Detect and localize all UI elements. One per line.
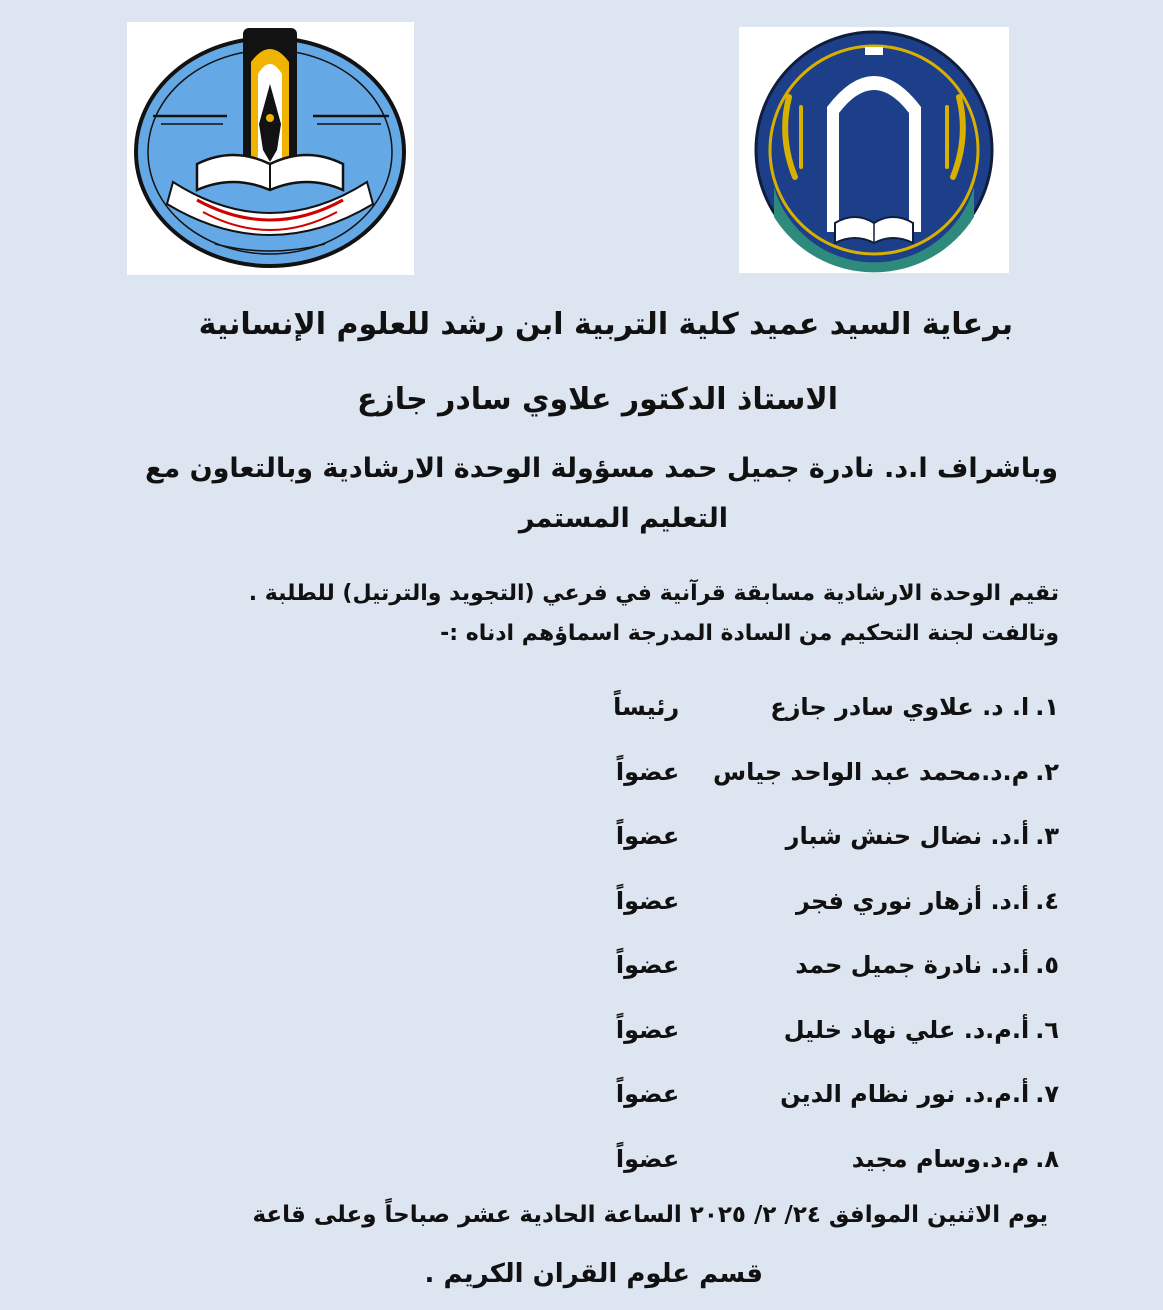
- member-role: عضواً: [615, 822, 680, 851]
- hall-line: قسم علوم القران الكريم .: [424, 1259, 763, 1289]
- committee-member: [499, 1062, 1059, 1127]
- committee-member: [499, 869, 1059, 934]
- member-name: ا. د. علاوي سادر جازع: [770, 693, 1030, 722]
- intro-line-2: وتالفت لجنة التحكيم من السادة المدرجة اسماؤهم ادناه :-: [440, 621, 1059, 646]
- committee-list: [499, 675, 1059, 1191]
- member-role: عضواً: [615, 886, 680, 915]
- committee-member: [499, 675, 1059, 740]
- member-name: أ.م.د. علي نهاد خليل: [783, 1015, 1030, 1044]
- member-role: عضواً: [615, 951, 680, 980]
- member-number: ٢.: [1035, 757, 1059, 786]
- member-number: ١.: [1035, 693, 1059, 722]
- intro-line-1: تقيم الوحدة الارشادية مسابقة قرآنية في فرعي (التجويد والترتيل) للطلبة .: [248, 581, 1059, 606]
- committee-member: [499, 933, 1059, 998]
- date-line: يوم الاثنين الموافق ٢٤/ ٢/ ٢٠٢٥ الساعة الحادية عشر صباحاً وعلى قاعة: [252, 1202, 1048, 1228]
- member-name: م.د.وسام مجيد: [851, 1144, 1030, 1173]
- supervision-line-2: التعليم المستمر: [518, 503, 728, 534]
- member-number: ٧.: [1035, 1080, 1059, 1109]
- committee-member: [499, 1127, 1059, 1192]
- college-emblem-graphic: [127, 22, 414, 275]
- member-number: ٣.: [1035, 822, 1059, 851]
- member-number: ٥.: [1035, 951, 1059, 980]
- member-role: عضواً: [615, 757, 680, 786]
- committee-member: [499, 804, 1059, 869]
- ibn-rushd-college-logo: [127, 22, 414, 275]
- member-number: ٤.: [1035, 886, 1059, 915]
- member-name: م.د.محمد عبد الواحد جياس: [712, 757, 1030, 786]
- member-name: أ.د. أزهار نوري فجر: [796, 886, 1030, 915]
- member-number: ٨.: [1035, 1144, 1059, 1173]
- member-name: أ.د. نادرة جميل حمد: [795, 951, 1030, 980]
- member-name: أ.م.د. نور نظام الدين: [780, 1080, 1030, 1109]
- member-number: ٦.: [1035, 1015, 1059, 1044]
- member-role: عضواً: [615, 1015, 680, 1044]
- member-role: عضواً: [615, 1144, 680, 1173]
- committee-member: [499, 740, 1059, 805]
- supervision-line-1: وباشراف ا.د. نادرة جميل حمد مسؤولة الوحدة الارشادية وبالتعاون مع: [145, 453, 1058, 484]
- member-role: عضواً: [615, 1080, 680, 1109]
- dean-line: الاستاذ الدكتور علاوي سادر جازع: [357, 382, 838, 417]
- patron-line: برعاية السيد عميد كلية التربية ابن رشد للعلوم الإنسانية: [198, 307, 1013, 342]
- member-name: أ.د. نضال حنش شبار: [785, 822, 1030, 851]
- university-emblem-graphic: [739, 27, 1009, 273]
- university-of-baghdad-logo: [739, 27, 1009, 273]
- committee-member: [499, 998, 1059, 1063]
- member-role: رئيساً: [613, 693, 680, 722]
